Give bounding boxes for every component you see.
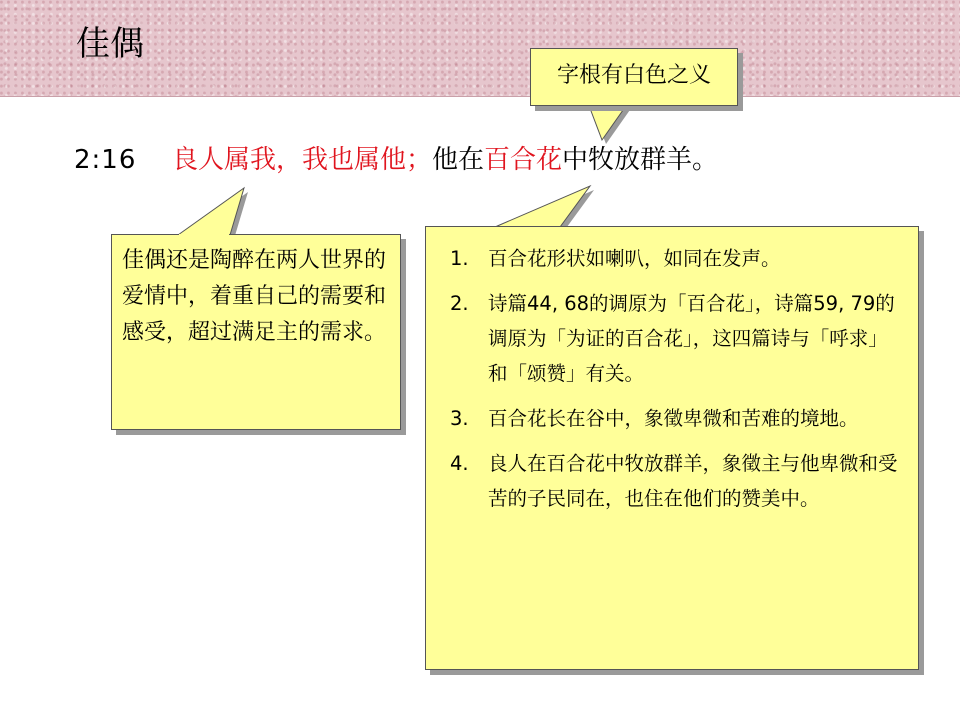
- list-text: 百合花形状如喇叭，如同在发声。: [488, 247, 781, 270]
- verse-black-part-2: 中牧放群羊。: [562, 145, 719, 175]
- verse-red-part-1: 良人属我，我也属他；: [172, 145, 433, 175]
- list-text: 诗篇44, 68的调原为「百合花」，诗篇59, 79的调原为「为证的百合花」，这四篇诗与「呼求」和「颂赞」有关。: [488, 292, 895, 385]
- verse-black-part-1: 他在: [432, 145, 485, 175]
- list-number: 1.: [450, 247, 469, 270]
- verse-red-part-2: 百合花: [484, 145, 563, 175]
- list-number: 3.: [450, 407, 469, 430]
- bride-comment-callout: [111, 234, 401, 430]
- verse-reference: 2:16: [74, 145, 137, 175]
- lily-notes-list: [450, 241, 902, 516]
- bride-comment-text: 佳偶还是陶醉在两人世界的爱情中，着重自己的需要和感受，超过满足主的需求。: [122, 248, 387, 345]
- list-text: 百合花长在谷中，象徵卑微和苦难的境地。: [488, 407, 859, 430]
- list-text: 良人在百合花中牧放群羊，象徵主与他卑微和受苦的子民同在，也住在他们的赞美中。: [488, 452, 898, 510]
- root-meaning-text: 字根有白色之义: [556, 63, 711, 88]
- verse-line: [74, 140, 718, 180]
- root-meaning-callout: [530, 48, 738, 106]
- lily-notes-callout: [425, 226, 919, 670]
- list-number: 2.: [450, 292, 469, 315]
- list-item: [450, 241, 902, 276]
- list-item: [450, 286, 902, 391]
- list-item: [450, 446, 902, 516]
- list-item: [450, 401, 902, 436]
- slide-title: 佳偶: [76, 24, 144, 64]
- title-banner: [0, 0, 960, 97]
- list-number: 4.: [450, 452, 469, 475]
